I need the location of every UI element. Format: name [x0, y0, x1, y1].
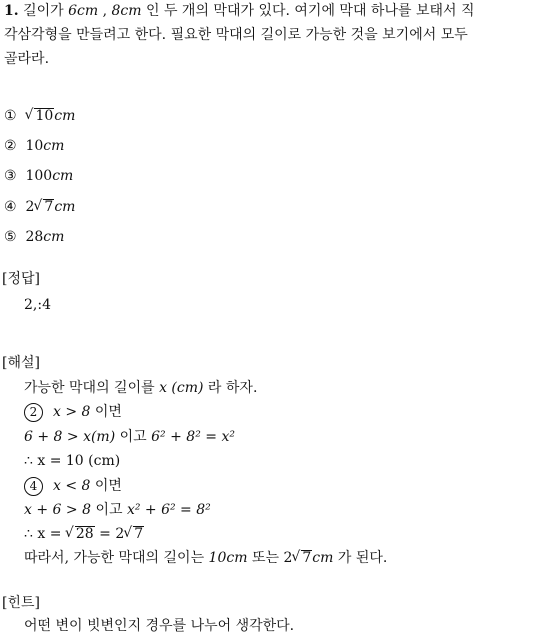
- choice-marker: ④: [4, 199, 17, 215]
- radical: √ 28: [66, 525, 95, 543]
- case-4-condition: x < 8: [53, 478, 91, 494]
- question-text: 길이가: [23, 3, 64, 19]
- choice-marker: ③: [4, 168, 17, 184]
- case-4-header: 4 x < 8 이면: [24, 477, 122, 496]
- radical: √ 7: [34, 198, 54, 216]
- case-4-result: ∴ x = √ 28 = 2√ 7: [24, 525, 144, 543]
- pythagoras-equation: x² + 6² = 8²: [126, 502, 211, 518]
- question-number: 1.: [4, 3, 19, 19]
- separator: ,: [102, 3, 108, 19]
- radical: √ 7: [124, 525, 144, 543]
- question-text: 인 두 개의 막대가 있다. 여기에 막대 하나를 보태서 직: [145, 3, 475, 19]
- length-1: 6cm: [68, 3, 99, 19]
- case-2-circle: 2: [24, 403, 43, 422]
- answer-value: 2,:4: [24, 297, 51, 313]
- inequality: x + 6 > 8: [24, 502, 91, 518]
- value: 28: [25, 229, 44, 245]
- case-2-header: 2 x > 8 이면: [24, 403, 122, 422]
- solution-intro: 가능한 막대의 길이를 x (cm) 라 하자.: [24, 380, 258, 396]
- hint-label: [힌트]: [2, 595, 40, 611]
- question-line-2: 각삼각형을 만들려고 한다. 필요한 막대의 길이로 가능한 것을 보기에서 모두: [4, 27, 468, 43]
- value: 10: [25, 138, 44, 154]
- case-2-condition: x > 8: [53, 404, 91, 420]
- value: 100: [25, 168, 53, 184]
- choice-marker: ⑤: [4, 229, 17, 245]
- solution-label: [해설]: [2, 355, 40, 371]
- unit: cm: [52, 168, 74, 184]
- choice-4[interactable]: [4, 198, 75, 216]
- case-4-equation: x + 6 > 8 이고 x² + 6² = 8²: [24, 502, 211, 518]
- solution-conclusion: 따라서, 가능한 막대의 길이는 10cm 또는 2√ 7cm 가 된다.: [24, 549, 387, 567]
- unit: cm: [54, 199, 76, 215]
- choice-1[interactable]: [4, 107, 75, 125]
- value: 2: [25, 199, 35, 215]
- answer-label: [정답]: [2, 271, 40, 287]
- length: 10cm: [208, 550, 248, 566]
- choice-marker: ②: [4, 138, 17, 154]
- inequality: 6 + 8 > x(m): [24, 429, 116, 445]
- hint-text: 어떤 변이 빗변인지 경우를 나누어 생각한다.: [24, 618, 295, 634]
- choice-2[interactable]: [4, 137, 64, 155]
- radical: √ 7: [292, 549, 312, 567]
- case-2-result: ∴ x = 10 (cm): [24, 453, 121, 469]
- question-line-1: [4, 2, 475, 20]
- case-4-circle: 4: [24, 477, 43, 496]
- variable: x (cm): [159, 380, 204, 396]
- choice-3[interactable]: [4, 167, 73, 185]
- length-2: 8cm: [111, 3, 142, 19]
- question-line-3: 골라라.: [4, 51, 50, 67]
- case-2-equation: 6 + 8 > x(m) 이고 6² + 8² = x²: [24, 429, 235, 445]
- choice-5[interactable]: [4, 228, 64, 246]
- pythagoras-equation: 6² + 8² = x²: [151, 429, 235, 445]
- unit: cm: [54, 108, 76, 124]
- radical: √ 10: [25, 107, 54, 125]
- choice-marker: ①: [4, 108, 17, 124]
- unit: cm: [43, 138, 65, 154]
- unit: cm: [43, 229, 65, 245]
